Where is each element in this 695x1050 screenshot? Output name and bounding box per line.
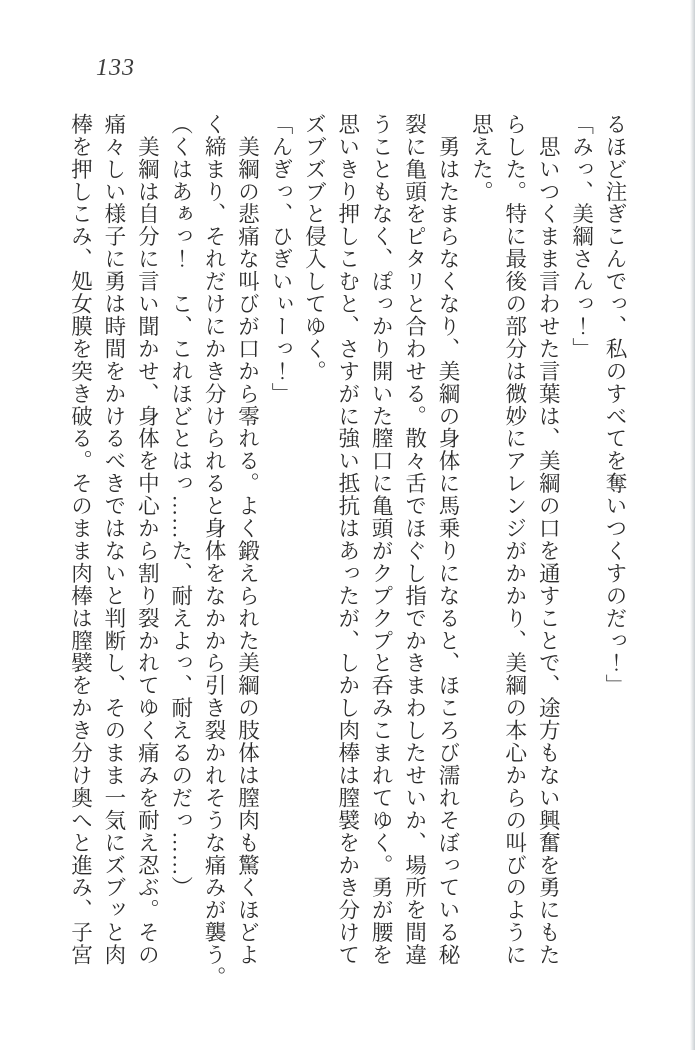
text-line: 美綱は自分に言い聞かせ、身体を中心から割り裂かれてゆく痛みを耐え忍ぶ。その: [135, 113, 160, 967]
vertical-text-block: [63, 113, 631, 989]
text-line: 痛々しい様子に勇は時間をかけるべきではないと判断し、そのまま一気にズブッと肉: [101, 113, 126, 967]
page-number: 133: [96, 55, 135, 81]
text-line: うこともなく、ぽっかり開いた膣口に亀頭がクプクプと呑みこまれてゆく。勇が腰を: [369, 113, 394, 967]
text-line: 思いつくまま言わせた言葉は、美綱の口を通すことで、途方もない興奮を勇にもた: [536, 113, 561, 967]
page-edge-shadow: [690, 0, 695, 1050]
text-line: 「みっ、美綱さんっ！」: [569, 113, 594, 360]
text-line: らした。特に最後の部分は微妙にアレンジがかかり、美綱の本心からの叫びのように: [502, 113, 527, 967]
text-line: （くはあぁっ！ こ、これほどとはっ……た、耐えよっ、耐えるのだっ……）: [168, 113, 193, 899]
text-line: ズブズブと侵入してゆく。: [302, 113, 327, 383]
text-line: 美綱の悲痛な叫びが口から零れる。よく鍛えられた美綱の肢体は膣肉も驚くほどよ: [235, 113, 260, 967]
text-line: 「んぎっ、ひぎいぃーっ！」: [268, 113, 293, 405]
text-line: 思いきり押しこむと、さすがに強い抵抗はあったが、しかし肉棒は膣襞をかき分けて: [335, 113, 360, 967]
text-line: 裂に亀頭をピタリと合わせる。散々舌でほぐし指でかきまわしたせいか、場所を間違: [402, 113, 427, 967]
text-line: 思えた。: [469, 113, 494, 203]
text-line: 棒を押しこみ、処女膜を突き破る。そのまま肉棒は膣襞をかき分け奥へと進み、子宮: [68, 113, 93, 967]
text-line: るほど注ぎこんでっ、私のすべてを奪いつくすのだっ！」: [603, 113, 627, 697]
text-line: く締まり、それだけにかき分けられると身体をなかから引き裂かれそうな痛みが襲う。: [202, 113, 227, 989]
text-line: 勇はたまらなくなり、美綱の身体に馬乗りになると、ほころび濡れそぼっている秘: [435, 113, 460, 967]
